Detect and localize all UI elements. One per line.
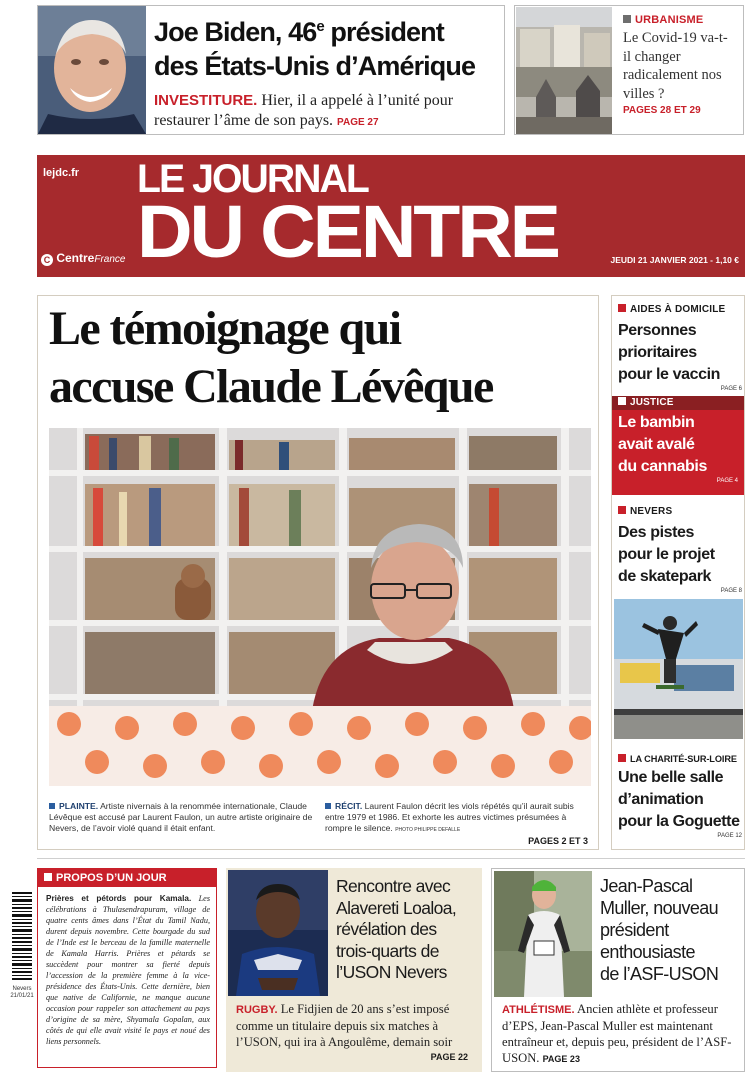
lead-caption-right: RÉCIT. Laurent Faulon décrit les viols répétés qu’il aurait subis entre 1979 et 1986. Et exhorte les autres victimes présumées à rompre le silence. PHOTO PHILIPPE DEFALLE: [325, 801, 574, 834]
lead-story[interactable]: [37, 295, 599, 850]
square-bullet-icon: [49, 803, 55, 809]
brief-justice[interactable]: JUSTICE Le bambin avait avalé du cannabis PAGE 4: [612, 396, 744, 495]
biden-summary: INVESTITURE. Hier, il a appelé à l’unité pour restaurer l’âme de son pays. PAGE 27: [154, 92, 454, 129]
lead-caption-left: PLAINTE. Artiste nivernais à la renommée internationale, Claude Lévêque est accusé par Laurent Faulon, un autre artiste originaire de Nevers, de l’avoir violé quand il était enfant.: [49, 801, 313, 834]
athletisme-headline: Jean-Pascal Muller, nouveau président enthousiaste de l’ASF-USON: [600, 876, 719, 984]
barcode-label: Nevers 21/01/21: [10, 986, 34, 999]
skatepark-photo: [614, 599, 743, 739]
sidebar: [611, 295, 745, 850]
square-bullet-icon: [325, 803, 331, 809]
rugby-photo: [228, 870, 328, 996]
divider-line: [37, 858, 745, 859]
masthead-title-top: LE JOURNAL: [137, 157, 368, 201]
dateline: JEUDI 21 JANVIER 2021 - 1,10 €: [610, 255, 739, 265]
story-athletisme[interactable]: [491, 868, 745, 1072]
athletisme-summary: ATHLÉTISME. Ancien athlète et professeur d’EPS, Jean-Pascal Muller est maintenant entraîneur et, depuis peu, président de l’ASF-USON. PAGE 23: [502, 1002, 732, 1065]
biden-headline: Joe Biden, 46e président des États-Unis d’Amérique: [154, 17, 476, 81]
centrefrance-icon: C: [41, 254, 53, 266]
urbanisme-kicker: URBANISME: [623, 14, 743, 26]
rugby-summary: RUGBY. Le Fidjien de 20 ans s’est imposé comme un titulaire depuis six matches à l’USON, qui ira à Angoulême, demain soir: [236, 1002, 453, 1049]
brief-nevers[interactable]: NEVERS Des pistes pour le projet de skatepark PAGE 8: [618, 506, 742, 594]
city-photo: [516, 7, 612, 134]
biden-photo: [38, 6, 146, 134]
propos-text: Prières et pétords pour Kamala. Les célébrations à Thulasendrapuram, village de quatre cents âmes dans l’État du Tamil Nadu, durent depuis novembre. Cette bourgade du sud de l’Inde est le berceau de la famille maternelle de Kamala Harris. Prières et pétards se succèdent pour montrer sa fierté depuis l’accession de la première femme à la vice-présidence des États-Unis. Cette dernière, bien que native de Californie, ne manque aucune occasion pour rappeler son attachement au pays d’origine de sa mère, Shyamala Gopalan, aux côtés de qui elle avait visité le pays et noué des liens personnels.: [46, 894, 211, 1046]
lead-pages: PAGES 2 ET 3: [528, 836, 588, 846]
square-bullet-icon: [618, 754, 626, 762]
propos-header: PROPOS D’UN JOUR: [38, 869, 216, 887]
lead-photo: [49, 428, 591, 786]
teaser-biden[interactable]: [37, 5, 505, 135]
barcode: [10, 890, 34, 1010]
square-bullet-icon: [618, 506, 626, 514]
lead-headline: Le témoignage qui accuse Claude Lévêque: [49, 302, 493, 413]
site-url[interactable]: lejdc.fr: [43, 167, 80, 179]
athlete-photo: [494, 871, 592, 997]
masthead: [37, 155, 745, 277]
story-rugby[interactable]: [226, 868, 482, 1072]
teaser-urbanisme[interactable]: [514, 5, 744, 135]
urbanisme-text: Le Covid-19 va-t-il changer radicalement nos villes ?: [623, 30, 728, 102]
square-bullet-icon: [618, 304, 626, 312]
urbanisme-page: PAGES 28 ET 29: [623, 105, 701, 116]
centrefrance-logo: C CentreFrance: [41, 251, 125, 266]
rugby-headline: Rencontre avec Alavereti Loaloa, révélation des trois-quarts de l’USON Nevers: [336, 876, 457, 982]
brief-charite[interactable]: LA CHARITÉ-SUR-LOIRE Une belle salle d’animation pour la Goguette PAGE 12: [618, 754, 742, 839]
square-bullet-icon: [618, 397, 626, 405]
propos-column[interactable]: [37, 868, 217, 1068]
rugby-page: PAGE 22: [430, 1052, 468, 1062]
brief-aides[interactable]: AIDES À DOMICILE Personnes prioritaires pour le vaccin PAGE 6: [618, 304, 742, 392]
square-bullet-icon: [623, 15, 631, 23]
square-bullet-icon: [44, 873, 52, 881]
masthead-title-bottom: DU CENTRE: [137, 190, 558, 273]
